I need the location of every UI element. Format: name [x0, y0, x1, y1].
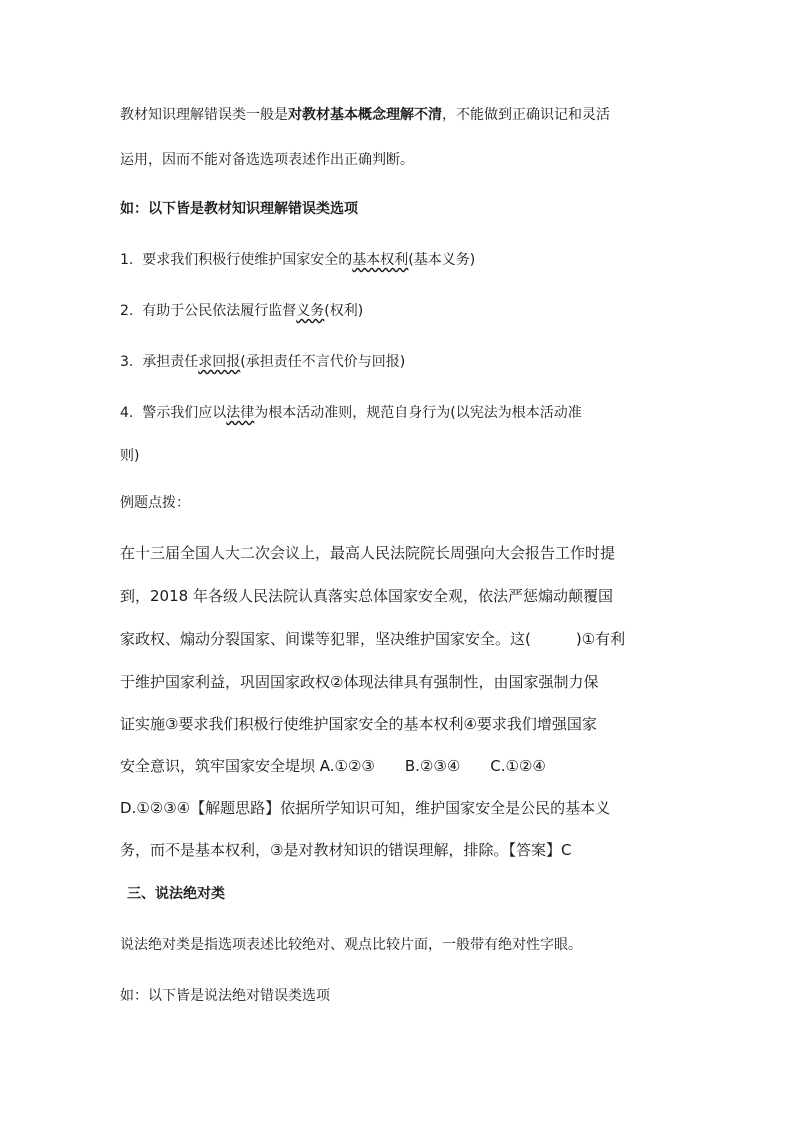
example-line-5: 证实施③要求我们积极行使维护国家安全的基本权利④要求我们增强国家: [120, 715, 597, 733]
list-item-4-continued: 则): [120, 448, 140, 464]
item-number: 3.: [120, 354, 134, 370]
intro-text: 教材知识理解错误类一般是: [120, 107, 288, 123]
item-text: 承担责任: [142, 354, 199, 370]
section-3-heading: 三、说法绝对类: [127, 886, 225, 902]
item-correction: (承担责任不言代价与回报): [240, 354, 406, 370]
item-underlined: 义务: [296, 303, 325, 319]
intro-bold-text: 对教材基本概念理解不清: [288, 107, 442, 123]
intro-heading: 如：以下皆是教材知识理解错误类选项: [120, 201, 358, 217]
example-line-1: 在十三届全国人大二次会议上，最高人民法院院长周强向大会报告工作时提: [120, 544, 616, 562]
list-item-1: [120, 253, 475, 267]
item-number: 2.: [120, 303, 134, 319]
list-item-3: [120, 355, 405, 369]
item-text: 有助于公民依法履行监督: [142, 303, 297, 319]
example-line-6: 安全意识，筑牢国家安全堤坝 A.①②③ B.②③④ C.①②④: [120, 757, 546, 775]
item-correction: (权利): [324, 303, 364, 319]
section-3-subheading: 如：以下皆是说法绝对错误类选项: [120, 988, 330, 1004]
item-text: 要求我们积极行使维护国家安全的: [142, 252, 353, 268]
item-correction: 为根本活动准则，规范自身行为(以宪法为根本活动准: [254, 405, 582, 421]
intro-line-1: [120, 108, 610, 122]
list-item-2: [120, 304, 363, 318]
item-underlined: 法律: [226, 405, 255, 421]
intro-line-2: 运用，因而不能对备选选项表述作出正确判断。: [120, 152, 414, 168]
item-underlined: 求回报: [198, 354, 241, 370]
example-label: 例题点拨：: [120, 495, 190, 511]
example-line-4: 于维护国家利益，巩固国家政权②体现法律具有强制性，由国家强制力保: [120, 673, 599, 691]
item-number: 4.: [120, 405, 134, 421]
example-line-8: 务，而不是基本权利，③是对教材知识的错误理解，排除。【答案】C: [120, 841, 572, 859]
item-correction: (基本义务): [408, 252, 476, 268]
example-line-2: 到，2018 年各级人民法院认真落实总体国家安全观，依法严惩煽动颠覆国: [120, 587, 613, 605]
example-line-7: D.①②③④【解题思路】依据所学知识可知，维护国家安全是公民的基本义: [120, 799, 611, 817]
item-number: 1.: [120, 252, 134, 268]
example-line-3: 家政权、煽动分裂国家、间谍等犯罪，坚决维护国家安全。这( )①有利: [120, 630, 626, 648]
section-3-description: 说法绝对类是指选项表述比较绝对、观点比较片面，一般带有绝对性字眼。: [120, 937, 582, 953]
intro-text-tail: ，不能做到正确识记和灵活: [442, 107, 610, 123]
item-text: 警示我们应以: [142, 405, 227, 421]
item-underlined: 基本权利: [352, 252, 409, 268]
list-item-4: [120, 406, 582, 420]
